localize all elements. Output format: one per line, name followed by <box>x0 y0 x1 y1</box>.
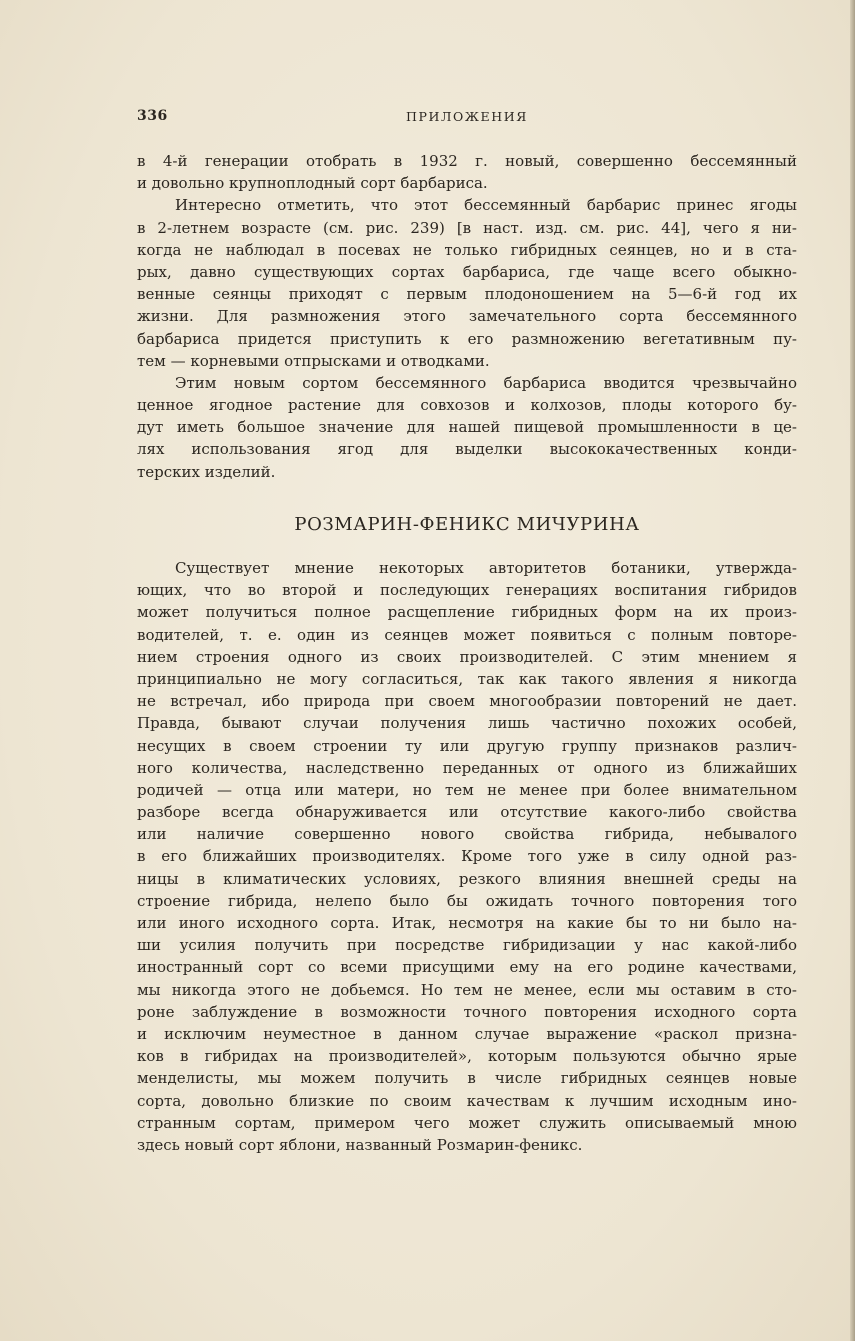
text-line: менделисты, мы можем получить в числе гибридных сеянцев новые <box>137 1069 797 1088</box>
text-line: здесь новый сорт яблони, названный Розмарин-феникс. <box>137 1135 583 1154</box>
text-line: рых, давно существующих сортах барбариса, где чаще всего обыкно- <box>137 262 797 281</box>
text-line: роне заблуждение в возможности точного повторения исходного сорта <box>137 1002 797 1021</box>
text-line: в 4-й генерации отобрать в 1932 г. новый, совершенно бессемянный <box>137 152 797 170</box>
text-line: и исключим неуместное в данном случае выражение «раскол призна- <box>137 1024 797 1043</box>
text-line: в 2-летнем возрасте (см. рис. 239) [в наст. изд. см. рис. 44], чего я ни- <box>137 218 797 237</box>
text-line: Этим новым сортом бессемянного барбариса вводится чрезвычайно <box>175 373 797 392</box>
section-heading: РОЗМАРИН-ФЕНИКС МИЧУРИНА <box>294 514 640 535</box>
text-line: терских изделий. <box>137 462 276 481</box>
text-line: жизни. Для размножения этого замечательного сорта бессемянного <box>137 307 797 326</box>
text-line: иностранный сорт со всеми присущими ему на его родине качествами, <box>137 958 797 977</box>
text-line: и довольно крупноплодный сорт барбариса. <box>137 174 488 193</box>
text-line: или наличие совершенно нового свойства гибрида, небывалого <box>137 825 797 844</box>
text-line: барбариса придется приступить к его размножению вегетативным пу- <box>137 329 797 348</box>
text-line: лях использования ягод для выделки высококачественных конди- <box>137 440 797 459</box>
text-line: ющих, что во второй и последующих генерациях воспитания гибридов <box>137 581 797 600</box>
text-line: сорта, довольно близкие по своим качествам к лучшим исходным ино- <box>137 1091 797 1110</box>
running-title: ПРИЛОЖЕНИЯ <box>406 109 528 124</box>
text-line: ши усилия получить при посредстве гибридизации у нас какой-либо <box>137 936 797 955</box>
text-line: не встречал, ибо природа при своем многообразии повторений не дает. <box>137 692 797 711</box>
text-line: мы никогда этого не добьемся. Но тем не менее, если мы оставим в сто- <box>137 980 797 999</box>
text-line: странным сортам, примером чего может служить описываемый мною <box>137 1113 797 1132</box>
text-line: строение гибрида, нелепо было бы ожидать точного повторения того <box>137 891 797 910</box>
text-line: Интересно отметить, что этот бессемянный барбарис принес ягоды <box>175 196 797 215</box>
text-line: или иного исходного сорта. Итак, несмотря на какие бы то ни было на- <box>137 914 797 932</box>
page-edge <box>850 0 855 1341</box>
text-line: нием строения одного из своих производителей. С этим мнением я <box>137 647 797 666</box>
text-line: водителей, т. е. один из сеянцев может появиться с полным повторе- <box>137 625 797 644</box>
text-line: может получиться полное расщепление гибридных форм на их произ- <box>137 603 797 622</box>
text-line: Существует мнение некоторых авторитетов ботаники, утвержда- <box>175 559 797 577</box>
section-barberry-text <box>137 150 797 483</box>
text-line: Правда, бывают случаи получения лишь частично похожих особей, <box>137 714 797 733</box>
text-line: венные сеянцы приходят с первым плодоношением на 5—6-й год их <box>137 285 797 304</box>
text-line: дут иметь большое значение для нашей пищевой промышленности в це- <box>137 418 797 437</box>
text-line: ницы в климатических условиях, резкого влияния внешней среды на <box>137 869 797 888</box>
text-line: разборе всегда обнаруживается или отсутствие какого-либо свойства <box>137 803 797 822</box>
text-line: ценное ягодное растение для совхозов и колхозов, плоды которого бу- <box>137 396 797 415</box>
running-head <box>137 108 797 128</box>
text-line: родичей — отца или матери, но тем не менее при более внимательном <box>137 780 797 799</box>
text-line: когда не наблюдал в посевах не только гибридных сеянцев, но и в ста- <box>137 240 797 259</box>
page-number: 336 <box>137 108 168 124</box>
text-line: ного количества, наследственно переданных от одного из ближайших <box>137 758 797 777</box>
text-line: в его ближайших производителях. Кроме того уже в силу одной раз- <box>137 847 797 866</box>
section-rosemary-text <box>137 557 797 1156</box>
text-line: ков в гибридах на производителей», которым пользуются обычно ярые <box>137 1047 797 1066</box>
text-line: тем — корневыми отпрысками и отводками. <box>137 351 490 370</box>
text-line: несущих в своем строении ту или другую группу признаков различ- <box>137 736 797 755</box>
text-line: принципиально не могу согласиться, так как такого явления я никогда <box>137 669 797 688</box>
